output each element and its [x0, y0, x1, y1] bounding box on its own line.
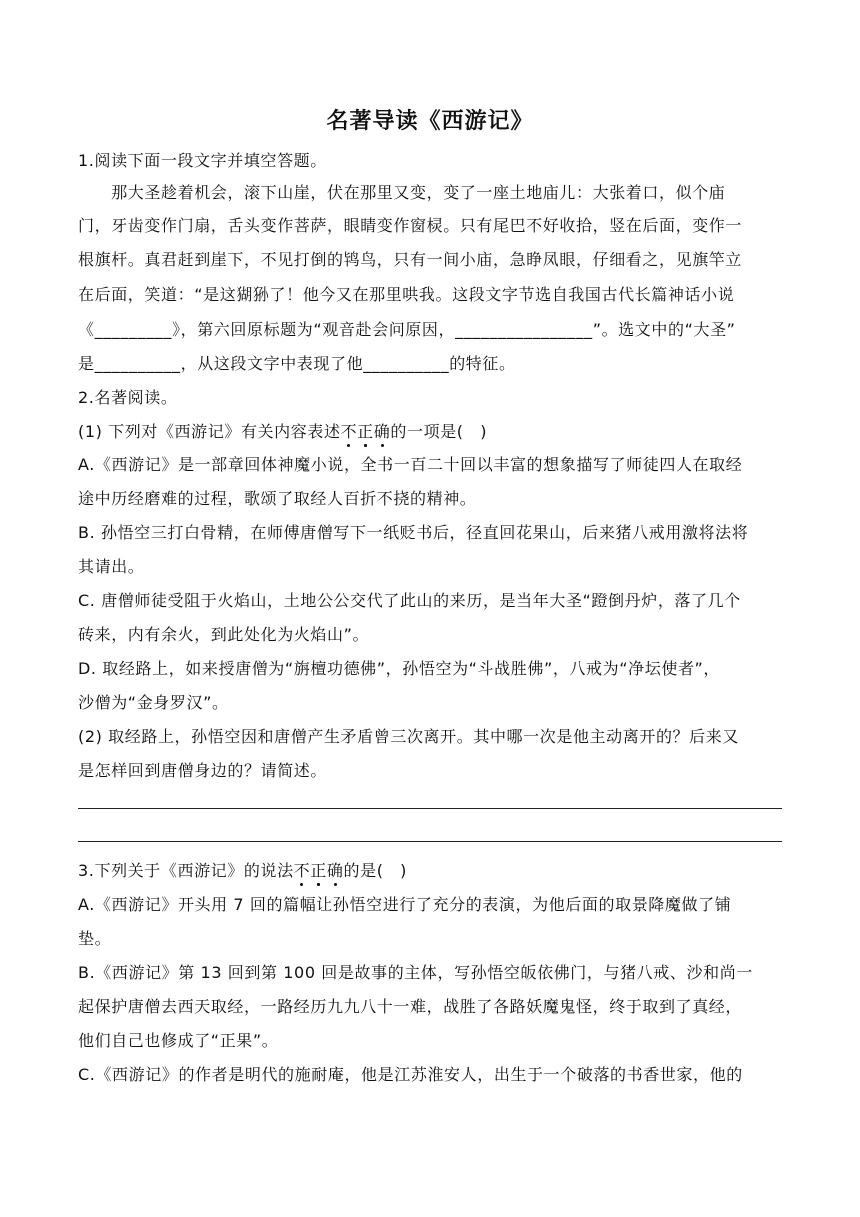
option-d: 沙僧为“金身罗汉”。	[78, 693, 229, 712]
stem-text: 3.下列关于《西游记》的说法	[78, 861, 294, 880]
question-2-2-stem: 是怎样回到唐僧身边的？请简述。	[78, 761, 328, 780]
passage-line: 在后面，笑道：“是这猢狲了！他今又在那里哄我。这段文字节选自我国古代长篇神话小说	[78, 285, 735, 304]
option-a: A.《西游记》开头用 7 回的篇幅让孙悟空进行了充分的表演，为他后面的取景降魔做了铺	[78, 895, 732, 914]
emphasis-text: 不正确	[340, 422, 391, 441]
question-2-heading: 2.名著阅读。	[78, 388, 178, 407]
option-b: 他们自己也修成了“正果”。	[78, 1031, 279, 1050]
option-b: 其请出。	[78, 557, 145, 576]
option-b: B.《西游记》第 13 回到第 100 回是故事的主体，写孙悟空皈依佛门，与猪八戒、沙和尚一	[78, 963, 753, 982]
option-c: C.《西游记》的作者是明代的施耐庵，他是江苏淮安人，出生于一个破落的书香世家，他的	[78, 1065, 743, 1084]
question-2-2-stem: (2) 取经路上，孙悟空因和唐僧产生矛盾曾三次离开。其中哪一次是他主动离开的？后来又	[78, 727, 739, 746]
question-2-1-stem	[78, 421, 790, 443]
option-c: 砖来，内有余火，到此处化为火焰山”。	[78, 625, 370, 644]
passage-line: 根旗杆。真君赶到崖下，不见打倒的鸨鸟，只有一间小庙，急睁凤眼，仔细看之，见旗竿立	[78, 250, 743, 269]
question-1-heading: 1.阅读下面一段文字并填空答题。	[78, 151, 327, 170]
answer-line	[78, 841, 782, 842]
option-a: 垫。	[78, 929, 112, 948]
stem-text: 的一项是( )	[390, 422, 488, 441]
option-a: 途中历经磨难的过程，歌颂了取经人百折不挠的精神。	[78, 489, 477, 508]
answer-line	[78, 808, 782, 809]
page-title: 名著导读《西游记》	[326, 108, 534, 134]
stem-text: 的是( )	[343, 861, 407, 880]
passage-line: 门，牙齿变作门扇，舌头变作菩萨，眼睛变作窗棂。只有尾巴不好收拾，竖在后面，变作一	[78, 216, 743, 235]
option-b: B. 孙悟空三打白骨精，在师傅唐僧写下一纸贬书后，径直回花果山，后来猪八戒用激将法将	[78, 523, 749, 542]
option-b: 起保护唐僧去西天取经，一路经历九九八十一难，战胜了各路妖魔鬼怪，终于取到了真经，	[78, 997, 743, 1016]
passage-line: 《_________》，第六回原标题为“观音赴会问原因，________________”。选文中的“大圣”	[78, 320, 736, 339]
stem-text: (1) 下列对《西游记》有关内容表述	[78, 422, 341, 441]
option-d: D. 取经路上，如来授唐僧为“旃檀功德佛”，孙悟空为“斗战胜佛”，八戒为“净坛使者”，	[78, 659, 721, 678]
option-a: A.《西游记》是一部章回体神魔小说，全书一百二十回以丰富的想象描写了师徒四人在取经	[78, 455, 743, 474]
question-3-stem	[78, 860, 790, 882]
emphasis-text: 不正确	[293, 861, 344, 880]
passage-line: 是__________，从这段文字中表现了他__________的特征。	[78, 354, 516, 373]
option-c: C. 唐僧师徒受阻于火焰山，土地公公交代了此山的来历，是当年大圣“蹬倒丹炉，落了几个	[78, 591, 741, 610]
passage-line: 那大圣趁着机会，滚下山崖，伏在那里又变，变了一座土地庙儿：大张着口，似个庙	[78, 183, 726, 202]
